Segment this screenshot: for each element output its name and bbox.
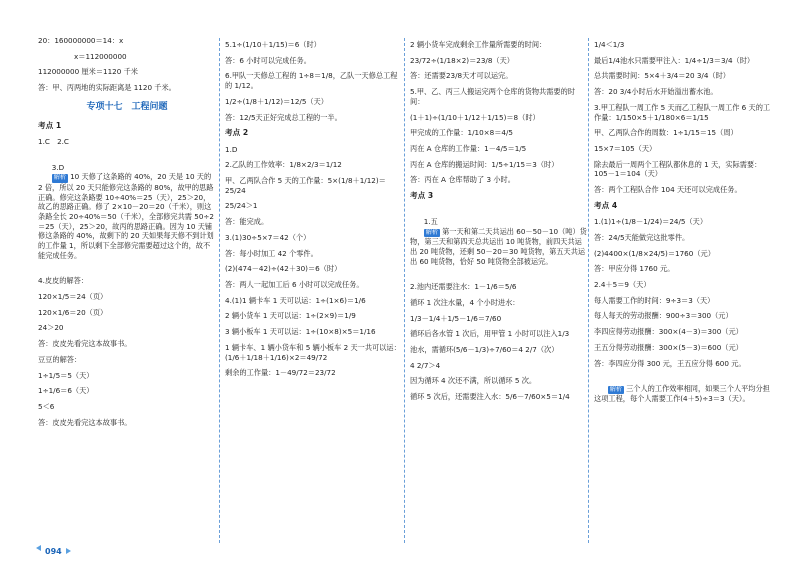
text-line: 23/72÷(1/18×2)＝23/8（天） — [410, 55, 514, 65]
text-line: 答：甲、丙两地的实际距离是 1120 千米。 — [38, 83, 176, 93]
answer-number: 1.五 — [423, 217, 438, 227]
text-line: 除去最后一周两个工程队都休息的 1 天，实际需要：105－1＝104（天） — [594, 159, 762, 179]
text-line: 5＜6 — [38, 402, 55, 411]
text-line: 循环后各水管 1 次后，用甲管 1 小时可以注入1/3 — [410, 329, 570, 339]
column-divider — [588, 38, 589, 543]
text-line: (2)4400×(1/8×24/5)＝1760（元） — [594, 248, 715, 258]
analysis-text: 第一天和第二天共运出 60－50－10（吨）货物，第三天和第四天总共运出 10 吨货物，前四天共运出 20 吨货物，还剩 50－20＝30 吨货物，第五天共运出 60 吨货物，恰好 50 吨货物全部被运完。 — [410, 226, 587, 266]
analysis-text: 10 天修了这条路的 40%，20 天是 10 天的 2 倍，所以 20 天只能修完这条路的 80%，故甲的思路正确。修完这条路要 10÷40%＝25（天），25＞20，故乙的思路正确。修了 2×10－20＝20（千米），则这条路全长 20÷40%＝50（千米），全部修完共需 50÷2＝25（天），25＞20，故丙的思路正确。因为 10 天铺修这条路的 40%，故剩下的 20 天如果每天修不到计划的工作量 1，所以剩下全部修完需要超过这个的，故不能完成任务。 — [38, 172, 215, 260]
text-line: 1÷1/5＝5（天） — [38, 370, 94, 380]
text-line: 循环 1 次注水量，4 个小时进水： — [410, 297, 520, 307]
text-line: 24＞20 — [38, 323, 64, 333]
text-line: 3.甲工程队一周工作 5 天而乙工程队一周工作 6 天的工作量：1/150×5＋1/180×6＝1/15 — [594, 102, 771, 122]
text-line: 循环 5 次后，还需要注入水：5/6－7/60×5＝1/4 — [410, 392, 570, 402]
text-line: 答：6 小时可以完成任务。 — [225, 55, 311, 65]
analysis-tag: 解析 — [609, 386, 623, 394]
text-line: 池水，需循环(5/6－1/3)÷7/60＝4 2/7（次） — [410, 344, 559, 354]
text-line: 1.C 2.C — [38, 137, 69, 147]
text-line: (2)(474－42)÷(42＋30)＝6（时） — [225, 264, 342, 274]
text-line — [410, 207, 588, 276]
kaodian-heading: 考点 3 — [410, 191, 434, 201]
text-line: (1＋1)÷(1/10＋1/12＋1/15)＝8（时） — [410, 112, 540, 122]
text-line: 因为循环 4 次还不满，所以循环 5 次。 — [410, 376, 537, 386]
text-line: 答：24/5天能做完这批零件。 — [594, 232, 690, 242]
text-line: 5.甲、乙、丙三人搬运完两个仓库的货物共需要的时间： — [410, 87, 575, 106]
triangle-left-icon — [36, 545, 41, 551]
text-line: 答：甲应分得 1760 元。 — [594, 264, 675, 274]
text-line: 15×7＝105（天） — [594, 144, 657, 154]
text-line: 5.1÷(1/10＋1/15)＝6（时） — [225, 40, 321, 49]
column-divider — [219, 38, 220, 543]
text-line: 1/3－1/4＋1/5－1/6＝7/60 — [410, 313, 502, 323]
text-line: 120×1/5＝24（页） — [38, 291, 108, 301]
text-line: 甲完成的工作量：1/10×8＝4/5 — [410, 128, 513, 138]
kaodian-heading: 考点 2 — [225, 128, 249, 138]
text-line: 答：李四应分得 300 元，王五应分得 600 元。 — [594, 358, 746, 368]
kaodian-heading: 考点 4 — [594, 200, 618, 210]
analysis-tag: 解析 — [53, 174, 67, 182]
analysis-tag: 解析 — [425, 228, 439, 236]
page-footer — [36, 545, 71, 557]
text-line: 答：能完成。 — [225, 217, 269, 227]
text-line: 2.4＋5＝9（天） — [594, 280, 651, 290]
answer-number: 3.D — [51, 162, 65, 172]
text-line: 2 辆小货车 1 天可以运：1÷(2×9)＝1/9 — [225, 311, 356, 321]
text-line: 豆豆的解答： — [38, 354, 82, 364]
column-3 — [410, 40, 588, 408]
text-line: 答：还需要23/8天才可以运完。 — [410, 71, 513, 81]
column-divider — [404, 38, 405, 543]
text-line: 答：丙在 A 仓库帮助了 3 小时。 — [410, 175, 515, 185]
text-line: 答：两人一起加工后 6 小时可以完成任务。 — [225, 280, 364, 290]
text-line: 1÷1/6＝6（天） — [38, 386, 94, 396]
text-line: 丙在 A 仓库的搬运时间：1/5÷1/15＝3（时） — [410, 159, 559, 169]
text-line: 1/2÷(1/8＋1/12)＝12/5（天） — [225, 96, 328, 106]
triangle-right-icon — [66, 548, 71, 554]
text-line: 2.乙队的工作效率：1/8×2/3＝1/12 — [225, 160, 342, 170]
text-line: 答：每小时加工 42 个零件。 — [225, 248, 318, 258]
text-line: 3 辆小板车 1 天可以运：1÷(10×8)×5＝1/16 — [225, 327, 376, 337]
text-line: 4 2/7＞4 — [410, 360, 441, 370]
text-line: 答：皮皮先看完这本故事书。 — [38, 417, 132, 427]
column-1 — [38, 36, 216, 433]
text-line: 1 辆卡车、1 辆小货车和 5 辆小板车 2 天一共可以运：(1/6＋1/18＋1/16)×2＝49/72 — [225, 342, 401, 362]
text-line: 丙在 A 仓库的工作量：1－4/5＝1/5 — [410, 144, 527, 154]
column-4 — [594, 40, 772, 420]
text-line: 3.(1)30÷5×7＝42（个） — [225, 232, 311, 242]
text-line — [38, 153, 216, 270]
text-line: 1.(1)1÷(1/8－1/24)＝24/5（天） — [594, 217, 708, 227]
text-line: 1/4＜1/3 — [594, 40, 625, 49]
text-line: 甲、乙两队合作 5 天的工作量：5×(1/8＋1/12)＝25/24 — [225, 176, 386, 195]
section-title: 专项十七 工程问题 — [86, 101, 168, 112]
text-line: 1.D — [225, 144, 238, 154]
text-line: 2.池内还需要注水：1－1/6＝5/6 — [410, 282, 517, 292]
text-line: 总共需要时间：5×4＋3/4＝20 3/4（时） — [594, 71, 730, 81]
text-line: 每人需要工作的时间：9÷3＝3（天） — [594, 295, 715, 305]
text-line: 25/24＞1 — [225, 201, 258, 211]
text-line: 甲、乙两队合作的周数：1÷1/15＝15（周） — [594, 128, 738, 138]
page-number: 094 — [45, 546, 62, 556]
text-line: 120×1/6＝20（页） — [38, 307, 108, 317]
text-line: 4.皮皮的解答： — [38, 276, 88, 286]
text-line: 答：20 3/4小时后水开始溢出蓄水池。 — [594, 87, 718, 97]
text-line: 答：两个工程队合作 104 天还可以完成任务。 — [594, 185, 742, 195]
text-line — [594, 374, 772, 414]
text-line: 剩余的工作量：1－49/72＝23/72 — [225, 368, 336, 378]
text-line: 4.(1)1 辆卡车 1 天可以运：1÷(1×6)＝1/6 — [225, 295, 366, 305]
text-line: 20：160000000＝14：x — [38, 36, 124, 45]
text-line: 最后1/4池水只需要甲注入：1/4÷1/3＝3/4（时） — [594, 55, 755, 65]
text-line: 6.甲队一天修总工程的 1÷8＝1/8，乙队一天修总工程的 1/12。 — [225, 71, 398, 91]
text-line: 每人每天的劳动报酬：900÷3＝300（元） — [594, 311, 733, 321]
text-line: 王五分得劳动报酬：300×(5－3)＝600（元） — [594, 342, 743, 352]
text-line: 李四应得劳动报酬：300×(4－3)＝300（元） — [594, 327, 743, 337]
text-line: 112000000 厘米＝1120 千米 — [38, 67, 138, 77]
text-line: 2 辆小货车完成剩余工作量所需要的时间： — [410, 40, 547, 49]
kaodian-heading: 考点 1 — [38, 121, 62, 131]
text-line: x＝112000000 — [74, 51, 127, 61]
text-line: 答：12/5天正好完成总工程的一半。 — [225, 112, 342, 122]
analysis-text: 三个人的工作效率相同，如果三个人平均分担这项工程，每个人需要工作(4＋5)÷3＝3（天）。 — [594, 384, 770, 404]
column-2 — [225, 40, 403, 384]
text-line: 答：皮皮先看完这本故事书。 — [38, 339, 132, 349]
